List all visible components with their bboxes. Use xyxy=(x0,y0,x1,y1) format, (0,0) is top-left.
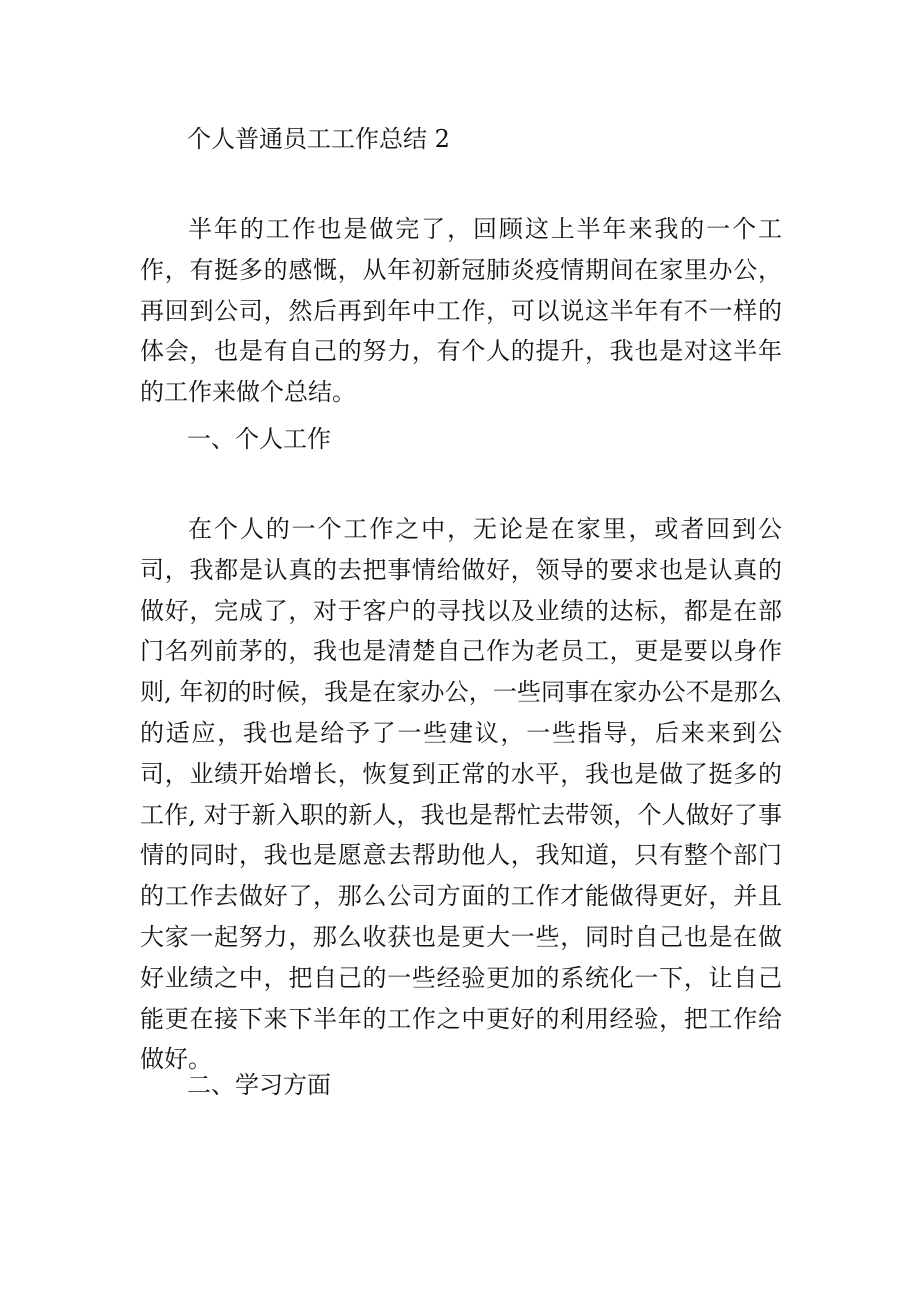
personal-work-paragraph: 在个人的一个工作之中，无论是在家里，或者回到公司，我都是认真的去把事情给做好，领导的要求也是认真的做好，完成了，对于客户的寻找以及业绩的达标，都是在部门名列前茅的，我也是清楚自己作为老员工，更是要以身作则, 年初的时候，我是在家办公，一些同事在家办公不是那么的适应，我也是给予了一些建议，一些指导，后来来到公司，业绩开始增长，恢复到正常的水平，我也是做了挺多的工作, 对于新入职的新人，我也是帮忙去带领，个人做好了事情的同时，我也是愿意去帮助他人，我知道，只有整个部门的工作去做好了，那么公司方面的工作才能做得更好，并且大家一起努力，那么收获也是更大一些，同时自己也是在做好业绩之中，把自己的一些经验更加的系统化一下，让自己能更在接下来下半年的工作之中更好的利用经验，把工作给做好。 xyxy=(140,515,782,1074)
section-heading-study: 二、学习方面 xyxy=(187,1071,331,1099)
intro-paragraph: 半年的工作也是做完了，回顾这上半年来我的一个工作，有挺多的感慨，从年初新冠肺炎疫情期间在家里办公，再回到公司，然后再到年中工作，可以说这半年有不一样的体会，也是有自己的努力，有个人的提升，我也是对这半年的工作来做个总结。 xyxy=(140,215,782,407)
document-title: 个人普通员工工作总结 2 xyxy=(187,125,450,153)
section-heading-personal-work: 一、个人工作 xyxy=(187,425,331,453)
